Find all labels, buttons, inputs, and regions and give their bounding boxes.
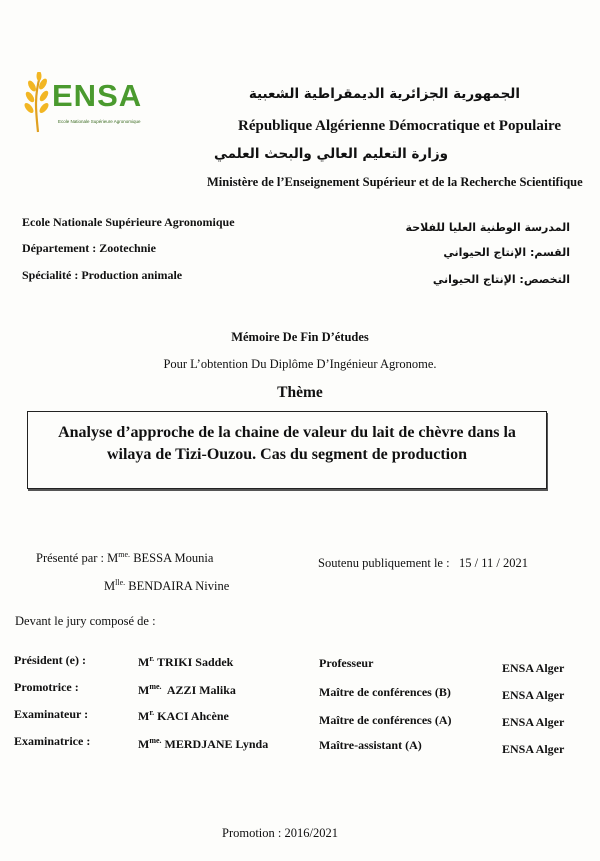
theme-line-2: wilaya de Tizi-Ouzou. Cas du segment de production <box>106 446 468 463</box>
jury-grade: Professeur <box>319 656 374 670</box>
logo-subtitle: Ecole Nationale Supérieure Agronomique <box>58 119 141 124</box>
republic-title: République Algérienne Démocratique et Populaire <box>238 118 562 134</box>
student2 <box>104 578 229 594</box>
jury-role: Promotrice : <box>14 680 79 694</box>
jury-name: $M^{me.}$ AZZI Malika <box>138 682 236 697</box>
theme-line-1: Analyse d’approche de la chaine de valeur du lait de chèvre dans la <box>58 424 516 441</box>
arabic-department: القسم: الإنتاج الحيواني <box>443 246 570 259</box>
jury-name: $M^{r.}$ TRIKI Saddek <box>138 654 234 669</box>
jury-role: Examinateur : <box>14 707 89 721</box>
theme-label: Thème <box>277 384 323 401</box>
ensa-logo <box>18 72 148 134</box>
defense-date <box>318 556 528 571</box>
jury-role: Examinatrice : <box>14 734 91 748</box>
jury-role: Président (e) : <box>14 653 86 667</box>
jury-grade: Maître de conférences (A) <box>319 713 452 727</box>
jury-institution: ENSA Alger <box>502 715 565 729</box>
jury-institution: ENSA Alger <box>502 688 565 702</box>
jury-name: $M^{r.}$ KACI Ahcène <box>138 708 229 723</box>
arabic-school-name: المدرسة الوطنية العليا للفلاحة <box>405 221 570 234</box>
ministry-title: Ministère de l’Enseignement Supérieur et de la Recherche Scientifique <box>207 175 583 189</box>
student1-name: BESSA Mounia <box>133 551 214 566</box>
student2-name: BENDAIRA Nivine <box>128 579 230 594</box>
student1-sup: me. <box>118 550 131 559</box>
specialty: Spécialité : Production animale <box>22 268 183 282</box>
theme-box <box>27 411 547 489</box>
promotion: Promotion : 2016/2021 <box>222 826 338 840</box>
jury-institution: ENSA Alger <box>502 742 565 756</box>
arabic-specialty: التخصص: الإنتاج الحيواني <box>432 273 570 286</box>
defense-date-value: 15 / 11 / 2021 <box>458 556 528 570</box>
jury-institution: ENSA Alger <box>502 661 565 675</box>
logo-text: ENSA <box>52 78 143 113</box>
school-name: Ecole Nationale Supérieure Agronomique <box>22 215 235 229</box>
department: Département : Zootechnie <box>22 241 156 255</box>
memoire-title: Mémoire De Fin D’études <box>231 330 369 344</box>
presented-by-label: Présenté par : <box>36 551 105 566</box>
jury-intro: Devant le jury composé de : <box>15 614 156 628</box>
obtention-line: Pour L’obtention Du Diplôme D’Ingénieur Agronome. <box>163 357 437 371</box>
jury-name: $M^{me.}$ MERDJANE Lynda <box>138 736 269 751</box>
jury-grade: Maître-assistant (A) <box>319 738 422 752</box>
arabic-republic-title: الجمهورية الجزائرية الديمقراطية الشعبية <box>248 86 520 102</box>
student1-title: M <box>107 551 119 566</box>
presented-by <box>36 550 213 566</box>
jury-grade: Maître de conférences (B) <box>319 685 451 699</box>
student2-sup: lle. <box>115 578 126 587</box>
defense-label: Soutenu publiquement le : <box>318 556 450 570</box>
arabic-ministry-title: وزارة التعليم العالي والبحث العلمي <box>213 146 448 162</box>
student2-title: M <box>104 579 116 594</box>
